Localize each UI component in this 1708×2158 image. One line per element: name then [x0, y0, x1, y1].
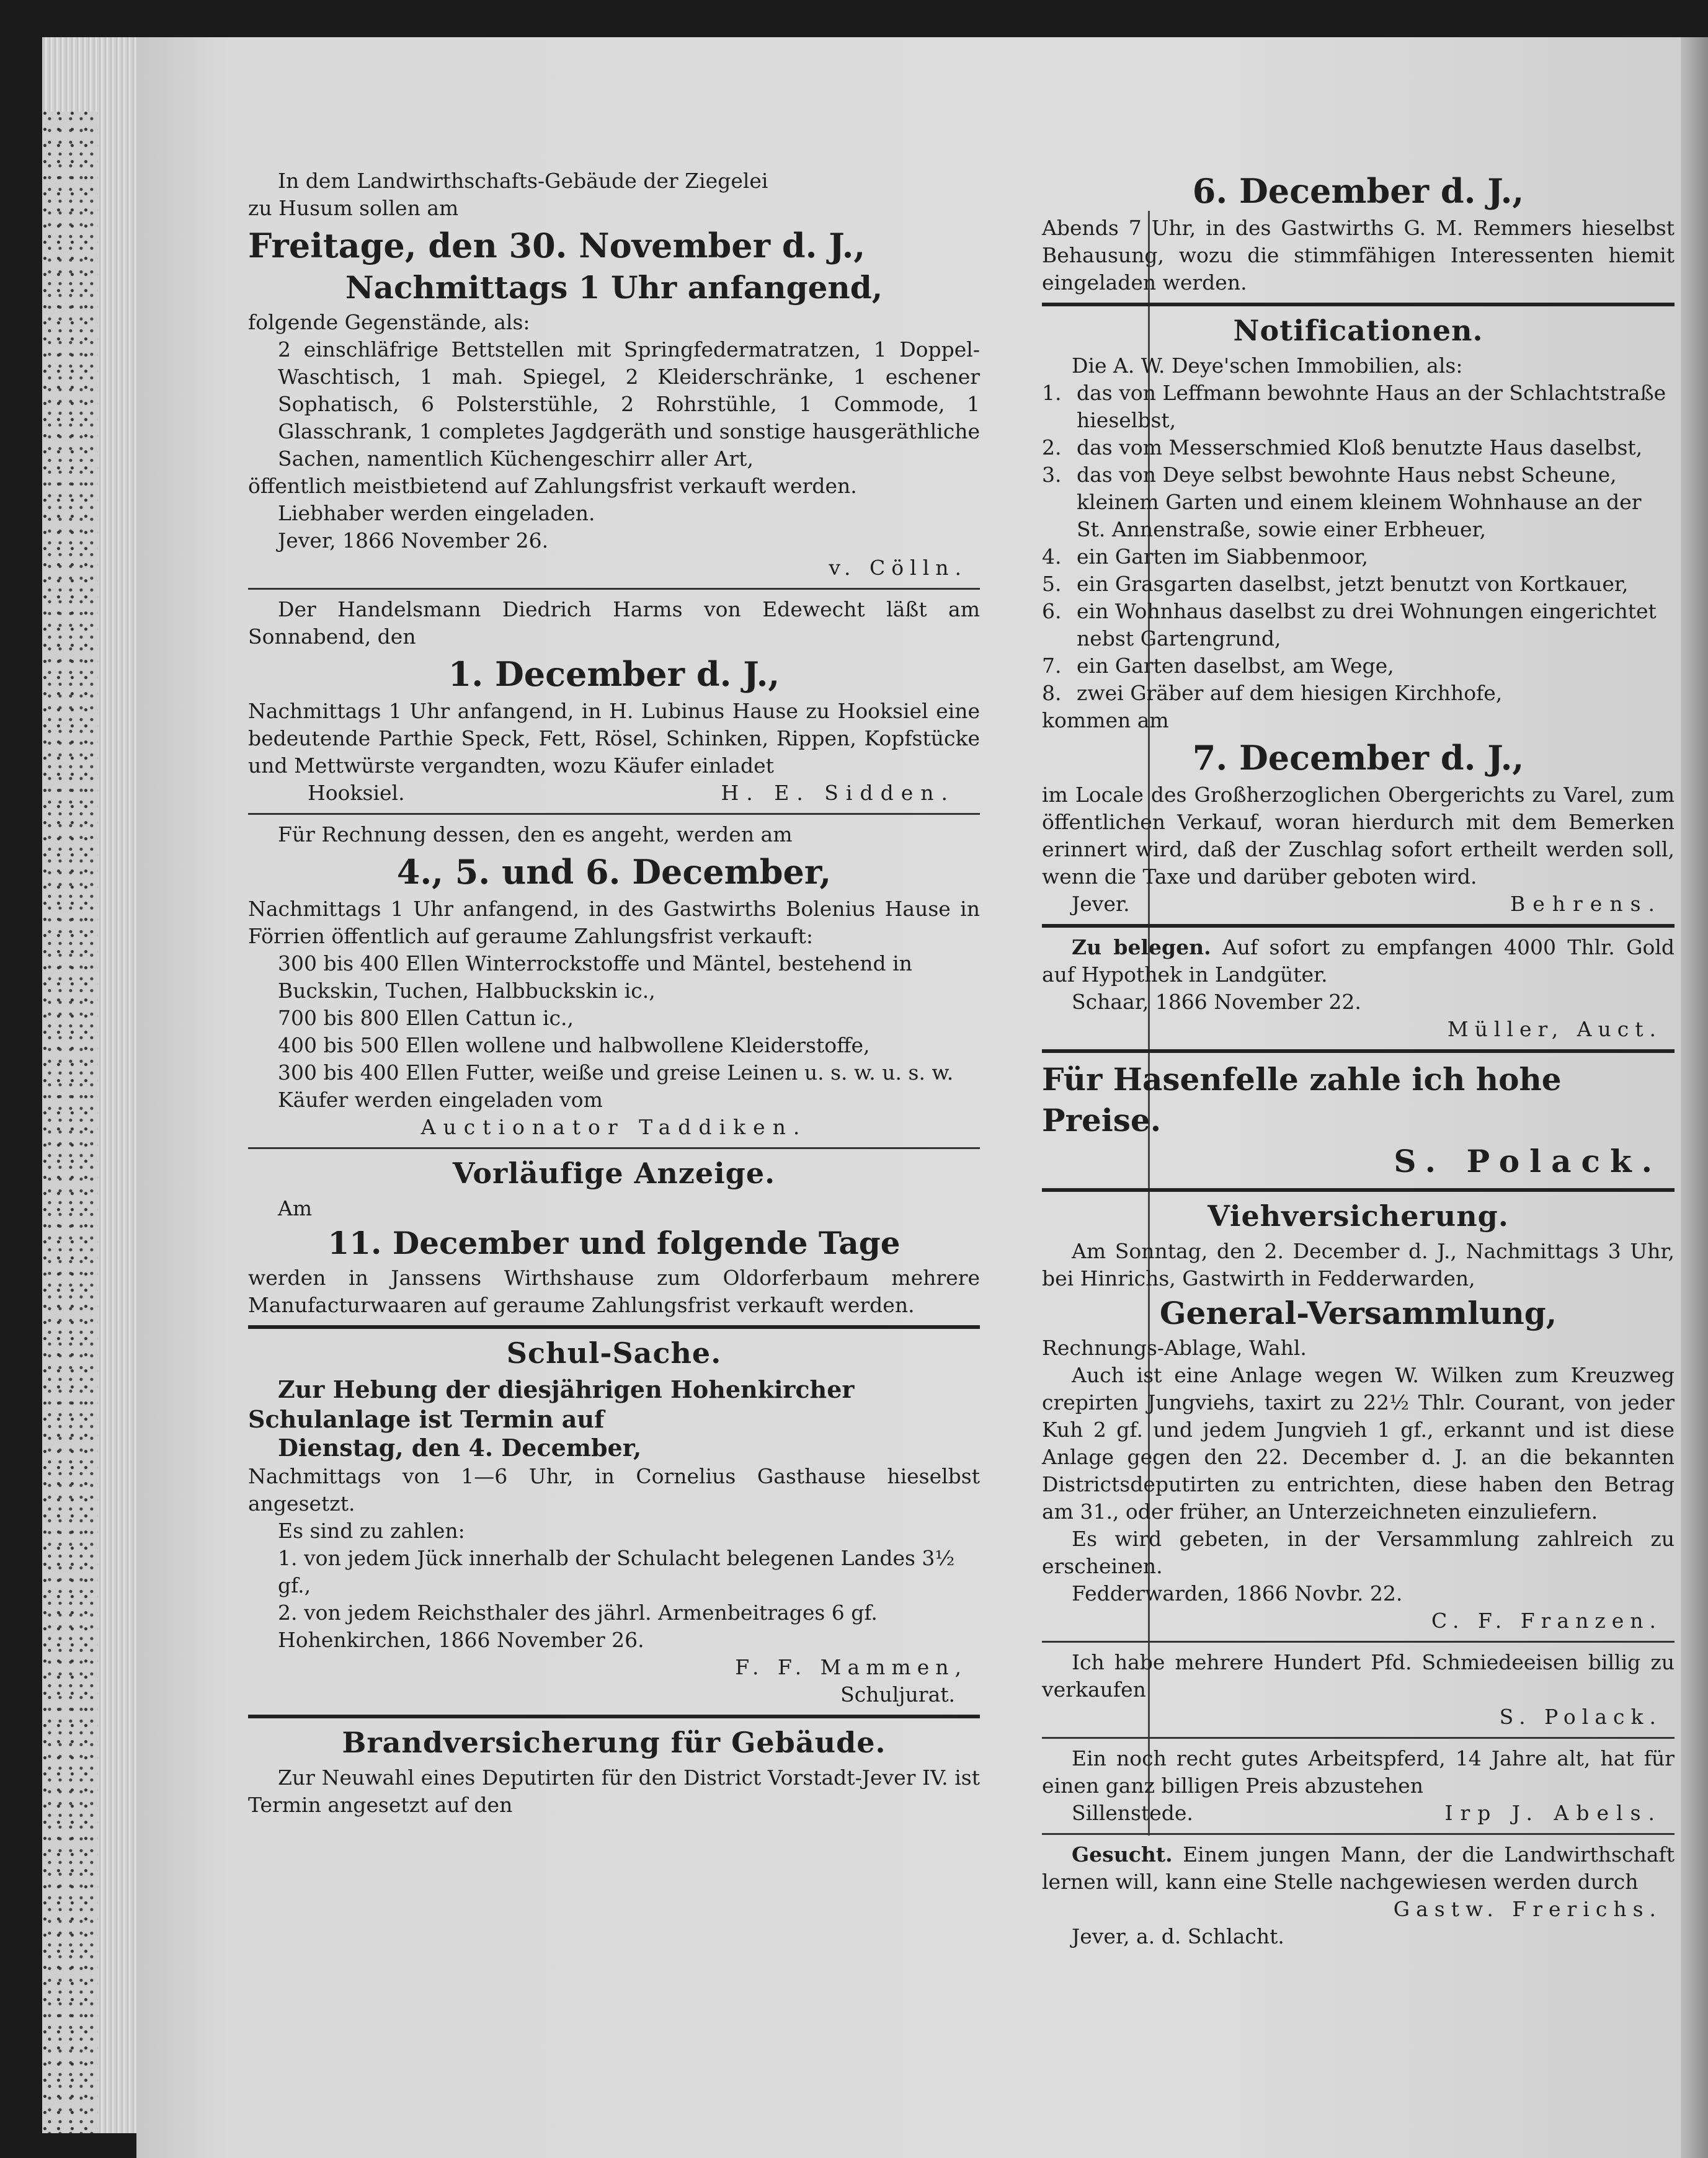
signature: Müller, Auct.: [1447, 1017, 1662, 1041]
notice-date: 7. December d. J.,: [1192, 738, 1524, 778]
newspaper-page: [136, 37, 1681, 2158]
divider: [248, 1325, 980, 1329]
signature: Auctionator Taddiken.: [420, 1115, 807, 1139]
notice-notifications: Notificationen. Die A. W. Deye'schen Immobilien, als: 1. das von Leffmann bewohnte Haus an der Schlachtstraße hieselbst, 2. das vom Messerschmied Kloß benutzte Haus daselbst, 3. das von Deye selbst bewohnte Haus nebst Scheune, kleinem Garten und einem kleinem Wohnhause an der St. Annenstraße, sowie einer Erbheuer, 4. ein Garten im Siabbenmoor, 5. ein Grasgarten daselbst, jetzt benutzt von Kortkauer, 6. ein Wohnhaus daselbst zu drei Wohnungen eingerichtet nebst Gartengrund, 7. ein Garten daselbst, am Wege, 8. zwei Gräber auf dem hiesigen Kirchhofe, kommen am 7. December d. J., im Locale des Großherzoglichen Obergerichts zu Varel, zum öffentlichen Verkauf, woran hierdurch mit dem Bemerken erinnert wird, daß der Zuschlag sofort ertheilt werden soll, wenn die Taxe und darüber geboten wird. Jever. Behrens.: [1042, 313, 1675, 918]
notice-preliminary: Vorläufige Anzeige. Am 11. December und folgende Tage werden in Janssens Wirthshause zum Oldorferbaum mehrere Manufacturwaaren auf geraume Zahlungsfrist verkauft werden.: [248, 1157, 980, 1317]
page-gutter-shadow: [1681, 37, 1708, 2158]
notice-horse: Ein noch recht gutes Arbeitspferd, 14 Jahre alt, hat für einen ganz billigen Preis abzustehen Sillenstede. Irp J. Abels.: [1042, 1745, 1675, 1827]
notice-livestock-insurance: Viehversicherung. Am Sonntag, den 2. December d. J., Nachmittags 3 Uhr, bei Hinrichs, Gastwirth in Fedderwarden, General-Versammlung, Rechnungs-Ablage, Wahl. Auch ist eine Anlage wegen W. Wilken zum Kreuzweg crepirten Jungviehs, taxirt zu 22½ Thlr. Courant, von jeder Kuh 2 gf. und jedem Jungvieh 1 gf., erkannt und ist diese Anlage gegen den 22. December d. J. an die bekannten Districtsdeputirten zu entrichten, diese haben den Betrag am 31., oder früher, an Unterzeichneten einzuliefern. Es wird gebeten, in der Versammlung zahlreich zu erscheinen. Fedderwarden, 1866 Novbr. 22. C. F. Franzen.: [1042, 1198, 1675, 1635]
notice-date: 4., 5. und 6. December,: [396, 852, 832, 892]
signature: C. F. Franzen.: [1431, 1609, 1662, 1633]
list-item: 6. ein Wohnhaus daselbst zu drei Wohnungen eingerichtet nebst Gartengrund,: [1042, 599, 1657, 651]
divider: [248, 1147, 980, 1149]
signature: Behrens.: [1510, 892, 1662, 916]
left-column: [248, 167, 980, 2146]
list-item: 4. ein Garten im Siabbenmoor,: [1042, 544, 1369, 569]
notice-time: Nachmittags 1 Uhr anfangend,: [345, 269, 883, 306]
notice-date: Freitage, den 30. November d. J.,: [248, 226, 866, 265]
notice-date: 1. December d. J.,: [448, 654, 780, 694]
divider: [1042, 924, 1675, 928]
signature: Gastw. Frerichs.: [1393, 1897, 1662, 1921]
section-heading: Viehversicherung.: [1208, 1199, 1509, 1233]
divider: [248, 588, 980, 590]
section-heading: Vorläufige Anzeige.: [452, 1157, 776, 1190]
signature: v. Cölln.: [829, 556, 967, 580]
notice-wanted: Gesucht. Einem jungen Mann, der die Landwirthschaft lernen will, kann eine Stelle nachgewiesen werden durch Gastw. Frerichs. Jever, a. d. Schlacht.: [1042, 1842, 1675, 1948]
notice-hooksiel-sale: Der Handelsmann Diedrich Harms von Edewecht läßt am Sonnabend, den 1. December d. J., Nachmittags 1 Uhr anfangend, in H. Lubinus Hause zu Hooksiel eine bedeutende Parthie Speck, Fett, Rösel, Schinken, Rippen, Kopfstücke und Mettwürste vergandten, wozu Käufer einladet Hooksiel. H. E. Sidden.: [248, 596, 980, 807]
notice-husum-auction: In dem Landwirthschafts-Gebäude der Ziegelei zu Husum sollen am Freitage, den 30. November d. J., Nachmittags 1 Uhr anfangend, folgende Gegenstände, als: 2 einschläfrige Bettstellen mit Springfedermatratzen, 1 Doppel-Waschtisch, 1 mah. Spiegel, 2 Kleiderschränke, 1 eschener Sophatisch, 6 Polsterstühle, 2 Rohrstühle, 1 Commode, 1 Glasschrank, 1 completes Jagdgeräth und sonstige hausgeräthliche Sachen, namentlich Küchengeschirr aller Art, öffentlich meistbietend auf Zahlungsfrist verkauft werden. Liebhaber werden eingeladen. Jever, 1866 November 26. v. Cölln.: [248, 167, 980, 582]
notice-date: 11. December und folgende Tage: [327, 1225, 901, 1261]
divider: [1042, 1049, 1675, 1053]
notice-school: Schul-Sache. Zur Hebung der diesjährigen Hohenkircher Schulanlage ist Termin auf Dienstag, den 4. December, Nachmittags von 1—6 Uhr, in Cornelius Gasthause hieselbst angesetzt. Es sind zu zahlen: 1. von jedem Jück innerhalb der Schulacht belegenen Landes 3½ gf., 2. von jedem Reichsthaler des jährl. Armenbeitrages 6 gf. Hohenkirchen, 1866 November 26. F. F. Mammen, Schuljurat.: [248, 1336, 980, 1707]
divider: [248, 813, 980, 815]
notice-remmers-meeting: 6. December d. J., Abends 7 Uhr, in des Gastwirths G. M. Remmers hieselbst Behausung, wozu die stimmfähigen Interessenten hiemit eingeladen werden.: [1042, 171, 1675, 295]
list-item: 3. das von Deye selbst bewohnte Haus nebst Scheune, kleinem Garten und einem kleinem Wohnhause an der St. Annenstraße, sowie einer Erbheuer,: [1042, 463, 1642, 541]
right-column: [1042, 167, 1675, 2146]
signature: S. Polack.: [1394, 1143, 1662, 1179]
section-heading: Schul-Sache.: [506, 1336, 722, 1370]
divider: [1042, 1188, 1675, 1192]
section-heading: Brandversicherung für Gebäude.: [342, 1726, 886, 1759]
signature: H. E. Sidden.: [721, 781, 955, 805]
list-item: 1. das von Leffmann bewohnte Haus an der Schlachtstraße hieselbst,: [1042, 381, 1666, 432]
divider: [1042, 1737, 1675, 1739]
list-item: 8. zwei Gräber auf dem hiesigen Kirchhofe,: [1042, 681, 1503, 705]
signature: F. F. Mammen,: [735, 1655, 967, 1679]
divider: [1042, 1641, 1675, 1643]
divider: [1042, 1833, 1675, 1835]
notice-fire-insurance: Brandversicherung für Gebäude. Zur Neuwahl eines Deputirten für den District Vorstadt-Jever IV. ist Termin angesetzt auf den: [248, 1726, 980, 1817]
notice-investment: Zu belegen. Auf sofort zu empfangen 4000 Thlr. Gold auf Hypothek in Landgüter. Schaar, 1866 November 22. Müller, Auct.: [1042, 934, 1675, 1043]
list-item: 5. ein Grasgarten daselbst, jetzt benutzt von Kortkauer,: [1042, 572, 1629, 596]
signature: S. Polack.: [1499, 1705, 1662, 1729]
signature: Irp J. Abels.: [1444, 1801, 1662, 1825]
section-heading: Notificationen.: [1233, 314, 1483, 347]
list-item: 7. ein Garten daselbst, am Wege,: [1042, 654, 1394, 678]
notice-iron: Ich habe mehrere Hundert Pfd. Schmiedeeisen billig zu verkaufen S. Polack.: [1042, 1649, 1675, 1731]
book-cover-edge: [42, 112, 98, 2133]
divider: [1042, 303, 1675, 306]
divider: [248, 1715, 980, 1718]
list-item: 2. das vom Messerschmied Kloß benutzte Haus daselbst,: [1042, 435, 1643, 460]
notice-hare-skins: Für Hasenfelle zahle ich hohe Preise. S. Polack.: [1042, 1059, 1675, 1182]
notice-foerrien-sale: Für Rechnung dessen, den es angeht, werden am 4., 5. und 6. December, Nachmittags 1 Uhr anfangend, in des Gastwirths Bolenius Hause in Förrien öffentlich auf geraume Zahlungsfrist verkauft: 300 bis 400 Ellen Winterrockstoffe und Mäntel, bestehend in Buckskin, Tuchen, Halbbuckskin ic., 700 bis 800 Ellen Cattun ic., 400 bis 500 Ellen wollene und halbwollene Kleiderstoffe, 300 bis 400 Ellen Futter, weiße und greise Leinen u. s. w. u. s. w. Käufer werden eingeladen vom Auctionator Taddiken.: [248, 821, 980, 1141]
notice-date: 6. December d. J.,: [1192, 171, 1524, 211]
